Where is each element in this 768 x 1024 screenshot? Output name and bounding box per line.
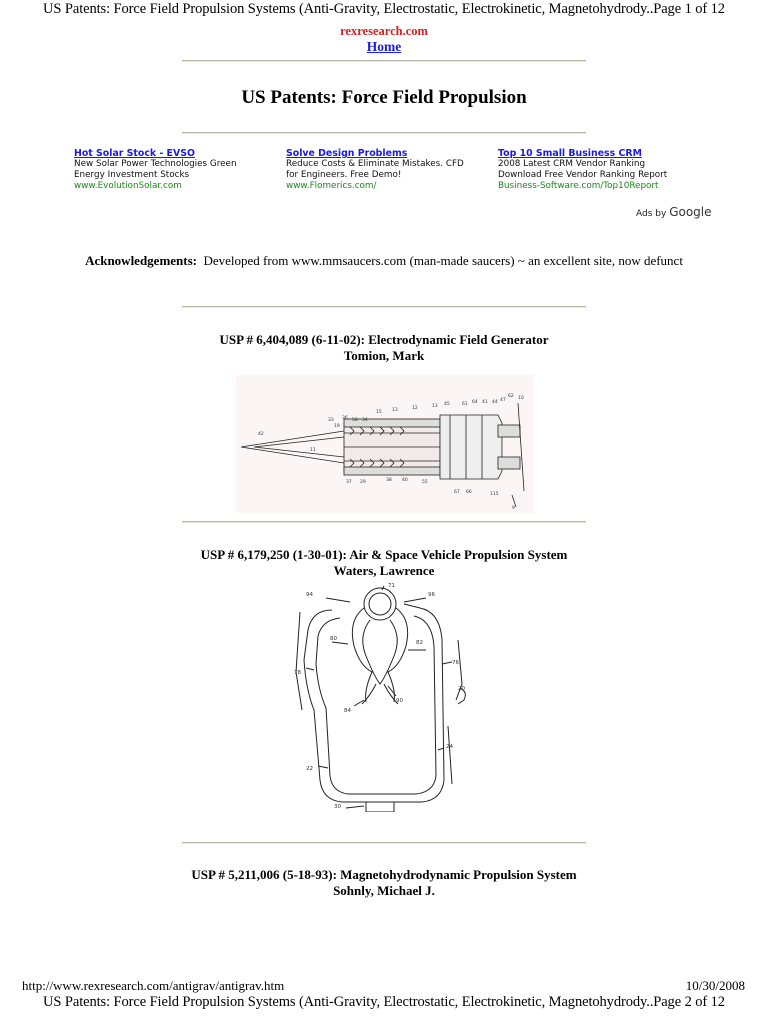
divider	[182, 132, 586, 134]
patent-heading	[0, 867, 768, 899]
fig-label: 67	[454, 490, 460, 495]
fig-label: 64	[472, 400, 478, 405]
ad-title-link[interactable]: Solve Design Problems	[286, 148, 408, 159]
fig-label: 44	[492, 400, 498, 405]
fig-label: 30	[334, 804, 341, 810]
fig-label: 42	[258, 432, 264, 437]
fig-label: 76	[452, 660, 459, 666]
page-header: US Patents: Force Field Propulsion Systems (Anti-Gravity, Electrostatic, Electrokinetic, Magnetohydrody..Page 2 of 12	[43, 994, 725, 1010]
google-logo: Google	[669, 205, 712, 219]
patent-inventor: Sohnly, Michael J.	[333, 883, 435, 898]
fig-label: 94	[306, 592, 313, 598]
ad-description: New Solar Power Technologies Green Energy Investment Stocks	[74, 159, 237, 180]
fig-label: 11	[310, 448, 316, 453]
ad-url[interactable]: www.Flomerics.com/	[286, 181, 377, 191]
fig-label: 37	[346, 480, 352, 485]
fig-label: 66	[466, 490, 472, 495]
fig-label: 15	[376, 410, 382, 415]
fig-label: 61	[462, 402, 468, 407]
patent-drawing-field-generator	[236, 375, 533, 513]
page-header: US Patents: Force Field Propulsion Systems (Anti-Gravity, Electrostatic, Electrokinetic, Magnetohydrody..Page 1 of 12	[43, 1, 725, 17]
fig-label: 29	[360, 480, 366, 485]
patent-title: USP # 6,179,250 (1-30-01): Air & Space Vehicle Propulsion System	[200, 547, 568, 562]
fig-label: 36	[342, 416, 348, 421]
patent-heading	[0, 547, 768, 579]
fig-label: 80	[330, 636, 337, 642]
fig-label: 55	[422, 480, 428, 485]
site-name: rexresearch.com	[340, 24, 428, 38]
ad-url[interactable]: Business-Software.com/Top10Report	[498, 181, 659, 191]
acknowledgements-text: Developed from www.mmsaucers.com (man-made saucers) ~ an excellent site, now defunct	[203, 253, 683, 268]
ad-description: 2008 Latest CRM Vendor Ranking Download Free Vendor Ranking Report	[498, 159, 668, 180]
divider	[182, 60, 586, 62]
fig-label: 19	[334, 424, 340, 429]
patent-inventor: Tomion, Mark	[343, 348, 425, 363]
fig-label: 24	[446, 744, 453, 750]
divider	[182, 842, 586, 844]
fig-label: 13	[432, 404, 438, 409]
ad-description: Reduce Costs & Eliminate Mistakes. CFD for Engineers. Free Demo!	[286, 159, 464, 180]
fig-label: 90	[396, 698, 403, 704]
acknowledgements-label: Acknowledgements:	[85, 253, 197, 268]
fig-label: 22	[306, 766, 313, 772]
footer-date: 10/30/2008	[685, 978, 745, 993]
fig-label: 20	[458, 686, 465, 692]
fig-label: 62	[508, 394, 514, 399]
home-nav	[0, 38, 768, 56]
fig-label: 40	[402, 478, 408, 483]
ad-title-link[interactable]: Hot Solar Stock - EVSO	[74, 148, 195, 159]
fig-label: 38	[386, 478, 392, 483]
fig-label: 78	[294, 670, 301, 676]
footer-url[interactable]: http://www.rexresearch.com/antigrav/antigrav.htm	[22, 978, 285, 993]
ads-by-label: Ads by	[636, 209, 667, 219]
fig-label: 47	[500, 398, 506, 403]
divider	[182, 521, 586, 523]
page-title: US Patents: Force Field Propulsion	[241, 87, 527, 108]
ads-by-google[interactable]	[636, 205, 712, 219]
patent-title: USP # 6,404,089 (6-11-02): Electrodynamic Field Generator	[219, 332, 549, 347]
ad-block	[286, 148, 471, 192]
patent-title: USP # 5,211,006 (5-18-93): Magnetohydrodynamic Propulsion System	[191, 867, 577, 882]
fig-label: 9	[512, 506, 515, 511]
fig-label: 13	[392, 408, 398, 413]
fig-label: 41	[482, 400, 488, 405]
divider	[182, 306, 586, 308]
fig-label: 84	[344, 708, 351, 714]
patent-drawing-vehicle	[292, 580, 468, 812]
fig-label: 115	[490, 492, 499, 497]
patent-heading	[0, 332, 768, 364]
patent-inventor: Waters, Lawrence	[333, 563, 435, 578]
fig-label: 12	[412, 406, 418, 411]
fig-label: 34	[362, 418, 368, 423]
fig-label: 71	[388, 583, 395, 589]
home-link[interactable]: Home	[366, 39, 402, 54]
fig-label: 45	[444, 402, 450, 407]
fig-label: 96	[428, 592, 435, 598]
fig-label: 33	[328, 418, 334, 423]
acknowledgements	[70, 253, 698, 269]
ad-url[interactable]: www.EvolutionSolar.com	[74, 181, 182, 191]
ad-title-link[interactable]: Top 10 Small Business CRM	[498, 148, 642, 159]
ad-block	[74, 148, 259, 192]
ad-block	[498, 148, 683, 192]
fig-label: 10	[518, 396, 524, 401]
fig-label: 58	[352, 418, 358, 423]
fig-label: 82	[416, 640, 423, 646]
